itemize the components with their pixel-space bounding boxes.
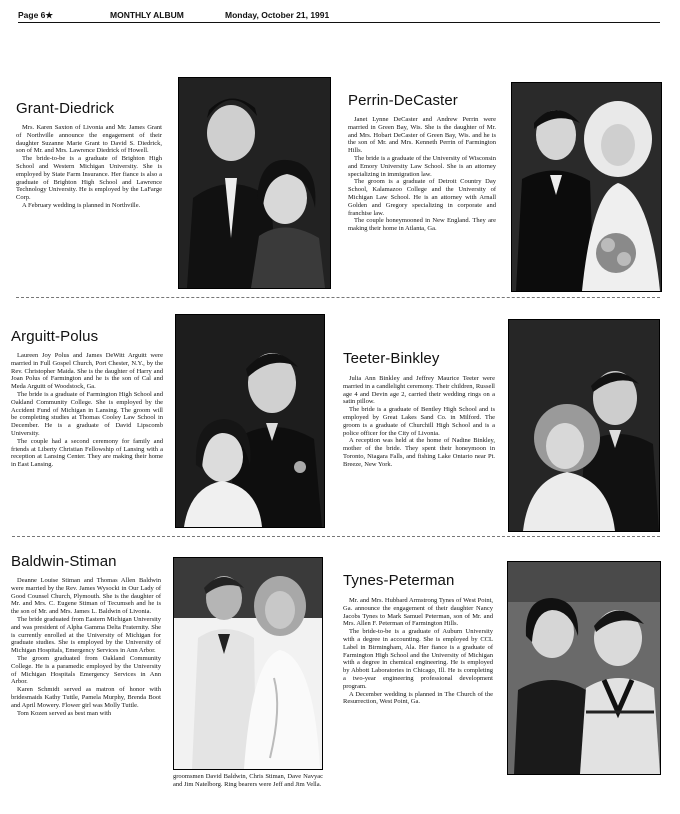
photo-arguitt-polus: [175, 314, 325, 528]
masthead: [18, 7, 660, 23]
article-baldwin-stiman-continued: [173, 773, 323, 789]
heading-baldwin-stiman: Baldwin-Stiman: [11, 553, 117, 570]
page-number: Page 6★: [18, 10, 54, 20]
paragraph: The bride is a graduate of Farmington High School and Oakland Community College. She is employed by the Accident Fund of Michigan in Lansing. The groom will be completing studies at Thomas Cooley Law School in December. He is a graduate of David Lipscomb University.: [11, 390, 163, 437]
paragraph: Laureen Joy Polus and James DeWitt Arguitt were married in Full Gospel Church, Port Chester, N.Y., by the Rev. Christopher Maida. She is the daughter of Harry and Joan Polus of Farmington and he is the son of Cal and Meda Arguitt of Woodstock, Ga.: [11, 352, 163, 391]
article-baldwin-stiman: [11, 577, 161, 717]
issue-date: Monday, October 21, 1991: [225, 10, 330, 20]
article-arguitt-polus: [11, 352, 163, 469]
section-title: MONTHLY ALBUM: [110, 10, 184, 20]
paragraph: The couple had a second ceremony for family and friends at Liberty Christian Fellowship of Lansing with a reception at Lansing Center. They are making their home in East Lansing.: [11, 437, 163, 469]
paragraph: Deanne Louise Stiman and Thomas Allen Baldwin were married by the Rev. James Wysocki in Our Lady of Good Counsel Church, Plymouth. She is the daughter of Mr. and Mrs. C. Eugene Stiman of Tecumseh and he is the son of Mr. and Mrs. James L. Baldwin of Livonia.: [11, 577, 161, 616]
paragraph: The bride is a graduate of the University of Wisconsin and Emory University Law School. She is an attorney specializing in immigration law.: [348, 154, 496, 178]
paragraph: Tom Kozen served as best man with: [17, 709, 112, 717]
section-divider: [16, 297, 660, 298]
paragraph: The groom graduated from Oakland Community College. He is a paramedic employed by the University of Michigan Hospitals Emergency Services in Ann Arbor.: [11, 654, 161, 686]
masthead-rule: [18, 22, 660, 23]
photo-perrin-decaster: [511, 82, 662, 292]
paragraph: The bride graduated from Eastern Michigan University and was president of Alpha Gamma Delta Fraternity. She is currently enrolled at the University of Michigan for graduate studies. She is employed by the University of Michigan Hospitals, Emergency Services in Ann Arbor.: [11, 615, 161, 655]
photo-baldwin-stiman: [173, 557, 323, 770]
photo-grant-diedrick: [178, 77, 331, 289]
paragraph: Karen Schmidt served as matron of honor with bridesmaids Kathy Tuttle, Pamela Murphy, Brenda Boot and April Mowery. Flower girl was Molly Tuttle.: [11, 686, 161, 709]
paragraph: groomsmen David Baldwin, Chris Stiman, Dave Navyac and Jim Natelborg. Ring bearers were Jeff and Jim Vella.: [173, 773, 323, 788]
article-perrin-decaster: [348, 116, 496, 233]
heading-arguitt-polus: Arguitt-Polus: [11, 328, 99, 345]
paragraph: A reception was held at the home of Nadine Binkley, mother of the bride. They spent their honeymoon in Toronto, Niagara Falls, and fishing Lake Ontario near Pt. Breeze, New York.: [343, 437, 495, 468]
paragraph: Mr. and Mrs. Hubbard Armstrong Tynes of West Point, Ga. announce the engagement of their daughter Nancy Jacobs Tynes to Mark Samuel Peterman, son of Mr. and Mrs. Allen F. Peterman of Farmington Hills.: [343, 597, 493, 628]
paragraph: The bride-to-be is a graduate of Auburn University with a degree in accounting. She is employed by CCL Label in Birmingham, Ala. Her fiance is a graduate of Farmington High School and the University of Michigan with a degree in chemical engineering. He is employed by Abbott Laboratories in Chicago, Ill. He is completing a two-year engineering professional development program.: [343, 628, 493, 690]
paragraph: The couple honeymooned in New England. They are making their home in Atlanta, Ga.: [348, 217, 496, 233]
photo-tynes-peterman: [507, 561, 661, 775]
article-tynes-peterman: [343, 597, 493, 706]
paragraph: The bride-to-be is a graduate of Brighton High School and Western Michigan University. She is employed by State Farm Insurance. Her fiance is also a graduate of Brighton High School and Lawrence Technology University. He is employed by the LaFarge Corp.: [16, 155, 162, 202]
heading-grant-diedrick: Grant-Diedrick: [16, 100, 115, 117]
paragraph: The bride is a graduate of Bentley High School and is employed by Great Lakes Sand Co. in Milford. The groom is a graduate of Churchill High School and is a police officer for the City of Livonia.: [343, 406, 495, 437]
paragraph: A December wedding is planned in The Church of the Resurrection, West Point, Ga.: [343, 690, 493, 706]
heading-perrin-decaster: Perrin-DeCaster: [348, 92, 458, 109]
paragraph: The groom is a graduate of Detroit Country Day School, Kalamazoo College and the University of Michigan Law School. He is an attorney with Arnall Golden and Gregory specializing in corporate and franchise law.: [348, 178, 496, 217]
paragraph: Mrs. Karen Saxton of Livonia and Mr. James Grant of Northville announce the engagement of their daughter Suzanne Marie Grant to David S. Diedrick, son of Mr. and Mrs. Lawrence Diedrick of Howell.: [16, 124, 162, 155]
paragraph: Julia Ann Binkley and Jeffrey Maurice Teeter were married in a candlelight ceremony. Their children, Russell age 4 and Devin age 2, carried their wedding rings on a satin pillow.: [343, 375, 495, 406]
section-divider: [12, 536, 660, 537]
heading-tynes-peterman: Tynes-Peterman: [343, 572, 455, 589]
heading-teeter-binkley: Teeter-Binkley: [343, 350, 440, 367]
paragraph: Janet Lynne DeCaster and Andrew Perrin were married in Green Bay, Wis. She is the daughter of Mr. and Mrs. Hobart DeCaster of Green Bay, Wis. and he is the son of Mr. and Mrs. Kenneth Perrin of Farmington Hills.: [348, 116, 496, 155]
paragraph: A February wedding is planned in Northville.: [22, 201, 141, 209]
photo-teeter-binkley: [508, 319, 660, 532]
article-grant-diedrick: [16, 124, 162, 210]
article-teeter-binkley: [343, 375, 495, 469]
